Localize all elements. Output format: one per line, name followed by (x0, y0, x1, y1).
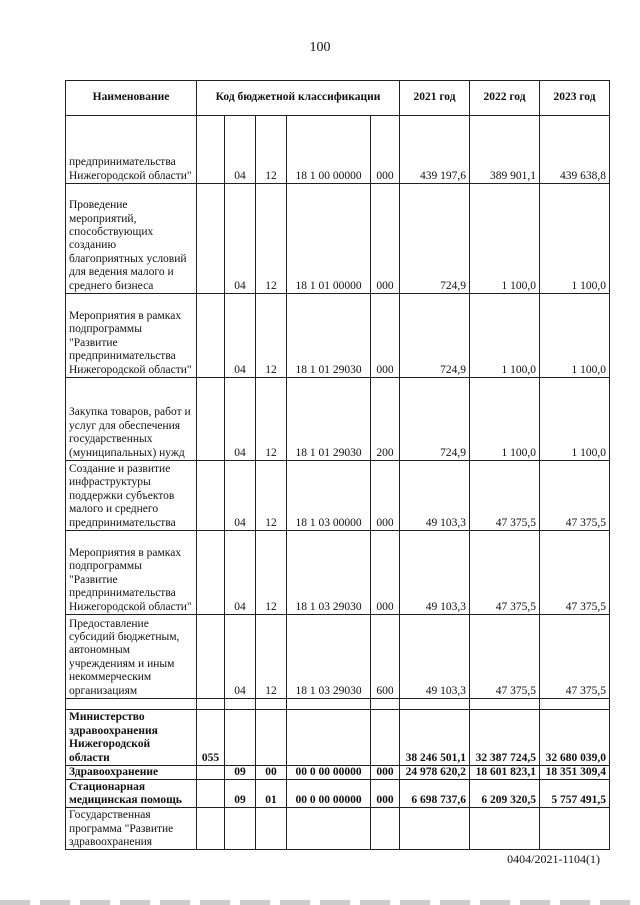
row-section: 09 (225, 766, 256, 780)
row-section: 04 (225, 116, 256, 184)
row-ministry (197, 461, 225, 531)
row-subsection (256, 710, 287, 766)
header-2021: 2021 год (400, 81, 470, 116)
row-2022: 18 601 823,1 (470, 766, 540, 780)
row-2021: 6 698 737,6 (400, 780, 470, 808)
row-article: 18 1 00 00000 (287, 116, 371, 184)
row-2023: 47 375,5 (540, 461, 610, 531)
row-2021: 49 103,3 (400, 531, 470, 615)
row-type: 000 (371, 780, 400, 808)
row-ministry (197, 808, 225, 850)
budget-table (65, 80, 610, 850)
row-2021 (400, 808, 470, 850)
row-subsection (256, 808, 287, 850)
row-subsection: 12 (256, 461, 287, 531)
row-name: Проведение мероприятий, способствующих созданию благоприятных условий для ведения малого и среднего бизнеса (66, 184, 197, 294)
header-2023: 2023 год (540, 81, 610, 116)
row-article: 18 1 01 29030 (287, 294, 371, 378)
table-row (66, 184, 610, 294)
row-name: Мероприятия в рамках подпрограммы "Развитие предпринимательства Нижегородской области" (66, 531, 197, 615)
row-ministry: 055 (197, 710, 225, 766)
table-row (66, 766, 610, 780)
row-name: Государственная программа "Развитие здравоохранения (66, 808, 197, 850)
row-section (225, 710, 256, 766)
row-name: Здравоохранение (66, 766, 197, 780)
table-row (66, 531, 610, 615)
row-ministry (197, 766, 225, 780)
row-ministry (197, 615, 225, 699)
row-article: 18 1 01 00000 (287, 184, 371, 294)
table-header-row (66, 81, 610, 116)
row-article: 00 0 00 00000 (287, 780, 371, 808)
row-article: 18 1 03 29030 (287, 615, 371, 699)
row-subsection: 12 (256, 116, 287, 184)
row-subsection: 12 (256, 294, 287, 378)
table-row (66, 461, 610, 531)
row-section: 09 (225, 780, 256, 808)
row-subsection: 12 (256, 615, 287, 699)
row-name: Создание и развитие инфраструктуры поддержки субъектов малого и среднего предпринимательства (66, 461, 197, 531)
table-row (66, 710, 610, 766)
row-2023: 5 757 491,5 (540, 780, 610, 808)
row-2021: 724,9 (400, 184, 470, 294)
row-article: 18 1 03 00000 (287, 461, 371, 531)
table-row (66, 378, 610, 461)
table-row (66, 615, 610, 699)
row-article (287, 808, 371, 850)
row-ministry (197, 531, 225, 615)
row-2021: 724,9 (400, 294, 470, 378)
row-name: Министерство здравоохранения Нижегородской области (66, 710, 197, 766)
row-type (371, 808, 400, 850)
spacer-row (66, 699, 610, 710)
row-2023: 1 100,0 (540, 294, 610, 378)
row-ministry (197, 184, 225, 294)
row-section: 04 (225, 378, 256, 461)
row-type: 000 (371, 116, 400, 184)
row-name: Предоставление субсидий бюджетным, автономным учреждениям и иным некоммерческим организациям (66, 615, 197, 699)
row-ministry (197, 294, 225, 378)
row-2023 (540, 808, 610, 850)
table-row (66, 294, 610, 378)
row-2023: 47 375,5 (540, 531, 610, 615)
row-2023: 32 680 039,0 (540, 710, 610, 766)
row-2021: 439 197,6 (400, 116, 470, 184)
header-2022: 2022 год (470, 81, 540, 116)
row-2022: 1 100,0 (470, 378, 540, 461)
row-type: 000 (371, 294, 400, 378)
row-subsection: 12 (256, 531, 287, 615)
row-section (225, 808, 256, 850)
row-name: Закупка товаров, работ и услуг для обеспечения государственных (муниципальных) нужд (66, 378, 197, 461)
row-subsection: 00 (256, 766, 287, 780)
row-2022: 47 375,5 (470, 615, 540, 699)
row-ministry (197, 780, 225, 808)
row-section: 04 (225, 184, 256, 294)
row-subsection: 01 (256, 780, 287, 808)
row-type: 000 (371, 461, 400, 531)
row-2023: 1 100,0 (540, 184, 610, 294)
row-section: 04 (225, 615, 256, 699)
header-name: Наименование (66, 81, 197, 116)
table-row (66, 116, 610, 184)
row-article (287, 710, 371, 766)
row-name: Мероприятия в рамках подпрограммы "Развитие предпринимательства Нижегородской области" (66, 294, 197, 378)
table-row (66, 780, 610, 808)
row-type (371, 710, 400, 766)
row-subsection: 12 (256, 378, 287, 461)
row-2023: 1 100,0 (540, 378, 610, 461)
row-subsection: 12 (256, 184, 287, 294)
row-ministry (197, 116, 225, 184)
row-type: 000 (371, 766, 400, 780)
row-article: 18 1 01 29030 (287, 378, 371, 461)
row-article: 18 1 03 29030 (287, 531, 371, 615)
row-2021: 24 978 620,2 (400, 766, 470, 780)
row-2021: 724,9 (400, 378, 470, 461)
row-2022: 32 387 724,5 (470, 710, 540, 766)
row-section: 04 (225, 461, 256, 531)
row-2022: 389 901,1 (470, 116, 540, 184)
row-name: предпринимательства Нижегородской области" (66, 116, 197, 184)
row-2022: 47 375,5 (470, 531, 540, 615)
row-type: 600 (371, 615, 400, 699)
row-type: 000 (371, 531, 400, 615)
row-2021: 38 246 501,1 (400, 710, 470, 766)
row-2022: 6 209 320,5 (470, 780, 540, 808)
row-type: 000 (371, 184, 400, 294)
row-2021: 49 103,3 (400, 615, 470, 699)
row-ministry (197, 378, 225, 461)
table-row (66, 808, 610, 850)
row-2023: 47 375,5 (540, 615, 610, 699)
page-number: 100 (309, 40, 331, 55)
row-2022: 47 375,5 (470, 461, 540, 531)
row-2023: 439 638,8 (540, 116, 610, 184)
document-code: 0404/2021-1104(1) (507, 852, 600, 866)
scan-edge-artifact (0, 900, 640, 905)
row-2022: 1 100,0 (470, 294, 540, 378)
row-section: 04 (225, 294, 256, 378)
row-article: 00 0 00 00000 (287, 766, 371, 780)
row-2021: 49 103,3 (400, 461, 470, 531)
row-2022: 1 100,0 (470, 184, 540, 294)
row-2022 (470, 808, 540, 850)
row-type: 200 (371, 378, 400, 461)
row-name: Стационарная медицинская помощь (66, 780, 197, 808)
row-2023: 18 351 309,4 (540, 766, 610, 780)
header-code: Код бюджетной классификации (197, 81, 400, 116)
row-section: 04 (225, 531, 256, 615)
